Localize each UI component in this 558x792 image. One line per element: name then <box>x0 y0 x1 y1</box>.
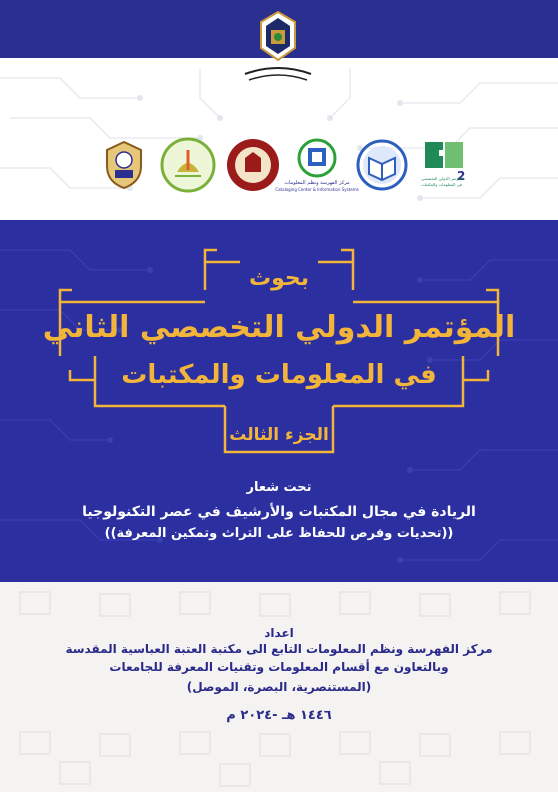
slogan-main: الريادة في مجال المكتبات والأرشيف في عصر التكنولوجيا <box>82 504 476 520</box>
publication-date: ١٤٤٦ هـ -٢٠٢٤ م <box>226 708 332 723</box>
partner-logos-row <box>95 130 475 200</box>
mosul-logo <box>95 136 153 194</box>
svg-text:في المعلومات والمكتبات: في المعلومات والمكتبات <box>420 182 463 187</box>
svg-text:Cataloging Center & Informatio: Cataloging Center & Information Systems <box>275 187 359 192</box>
svg-text:2: 2 <box>456 169 466 183</box>
credits-panel <box>0 582 558 792</box>
title-panel <box>0 220 558 582</box>
conference-title: المؤتمر الدولي التخصصي الثاني <box>42 310 516 345</box>
svg-text:المؤتمر الدولي التخصصي: المؤتمر الدولي التخصصي <box>420 176 464 181</box>
svg-text:مركز الفهرسة ونظم المعلومات: مركز الفهرسة ونظم المعلومات <box>284 180 350 186</box>
institution-logo <box>235 8 321 90</box>
part-label: الجزء الثالث <box>229 425 329 445</box>
book-circle-logo <box>353 136 411 194</box>
universities: (المستنصرية، البصرة، الموصل) <box>186 680 372 694</box>
slogan-intro: تحت شعار <box>246 480 312 495</box>
mustansiriyah-logo <box>159 136 217 194</box>
university-basra-logo <box>224 136 282 194</box>
conference-2-logo <box>417 136 475 194</box>
cataloging-center-logo <box>275 136 359 194</box>
slogan-sub: ((تحديات وفرص للحفاظ على التراث وتمكين المعرفة)) <box>104 526 454 541</box>
collaboration: وبالتعاون مع أقسام المعلومات وتقنيات المعرفة للجامعات <box>109 660 449 674</box>
center-name: مركز الفهرسة ونظم المعلومات التابع الى مكتبة العتبة العباسية المقدسة <box>65 642 493 656</box>
research-label: بحوث <box>248 266 310 291</box>
prepared-by: اعداد <box>264 626 294 640</box>
conference-subtitle: في المعلومات والمكتبات <box>121 360 437 390</box>
